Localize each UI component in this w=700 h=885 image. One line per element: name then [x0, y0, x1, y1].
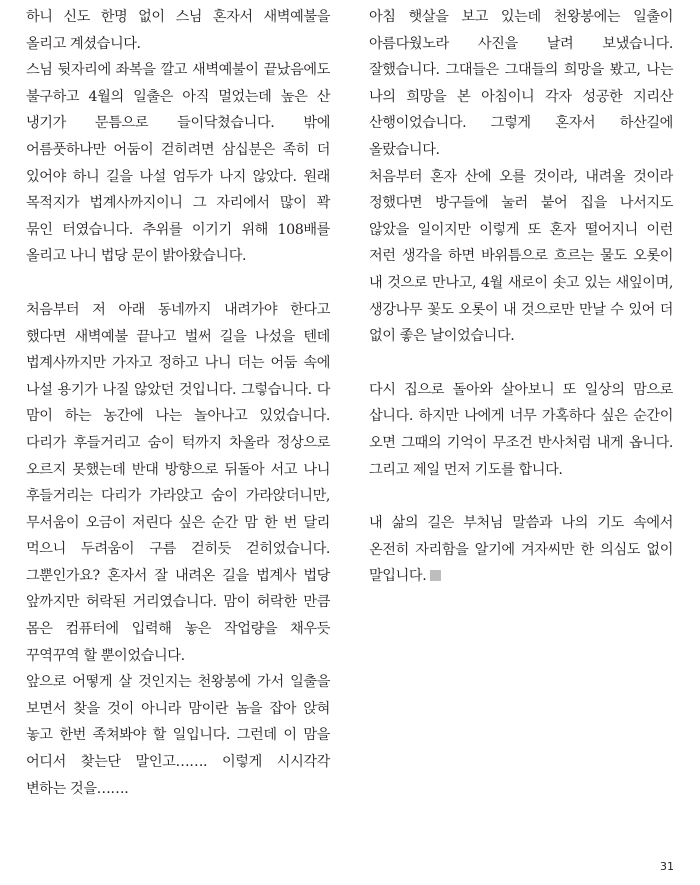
paragraph-find-mind: 앞으로 어떻게 살 것인지는 천왕봉에 가서 일출을 보면서 찾을 것이 아니라 맘이란 놈을 잡아 앉혀 놓고 한번 족쳐봐야 할 일입니다. 그런데 이 맘을 어디서 찾는단 말인고……. 이렇게 시시각각 변하는 것을…….	[26, 674, 330, 797]
paragraph-gap	[369, 350, 673, 377]
paragraph-alone-descent: 처음부터 혼자 산에 오를 것이라, 내려올 것이라 정했다면 방구들에 눌러 붙어 집을 나서지도 않았을 일이지만 이렇게 또 혼자 떨어지니 이런 저런 생각을 하면 바위틈으로 흐르는 물도 오롯이 내 것으로 만나고, 4월 새로이 솟고 있는 새잎이며, 생강나무 꽃도 오롯이 내 것으로만 만날 수 있어 더 없이 좋은 날이었습니다.	[369, 168, 673, 345]
paragraph-closing	[369, 510, 673, 590]
paragraph-mind-tricks: 처음부터 저 아래 동네까지 내려가야 한다고 했다면 새벽예불 끝나고 벌써 길을 나섰을 텐데 법계사까지만 가자고 정하고 나니 더는 어둠 속에 나설 용기가 나질 않았던 것입니다. 그렇습니다. 다 맘이 하는 농간에 나는 놀아나고 있었습니다. 다리가 후들거리고 숨이 턱까지 차올라 정상으로 오르지 못했는데 반대 방향으로 뒤돌아 서고 나니 후들거리는 다리가 가라앉고 숨이 가라앉더니만, 무서움이 오금이 저린다 싶은 순간 맘 한 번 달리 먹으니 두려움이 구름 걷히듯 걷히었습니다. 그뿐인가요? 혼자서 잘 내려온 길을 법계사 법당 앞까지만 허락된 거리였습니다. 맘이 허락한 만큼 몸은 컴퓨터에 입력해 놓은 작업량을 채우듯 꾸역꾸역 할 뿐이었습니다.	[26, 301, 330, 664]
page-number: 31	[660, 860, 674, 873]
right-text-column	[369, 4, 673, 590]
paragraph-gap	[369, 483, 673, 510]
paragraph-dawn-service: 하니 신도 한명 없이 스님 혼자서 새벽예불을 올리고 계셨습니다.	[26, 9, 330, 52]
end-of-article-square-icon	[430, 570, 441, 581]
paragraph-gap	[26, 270, 330, 297]
left-text-column	[26, 4, 330, 802]
paragraph-daily-life: 다시 집으로 돌아와 살아보니 또 일상의 맘으로 삽니다. 하지만 나에게 너무 가혹하다 싶은 순간이 오면 그때의 기억이 무조건 반사처럼 내게 옵니다. 그리고 제일 먼저 기도를 합니다.	[369, 381, 673, 478]
closing-text: 내 삶의 길은 부처님 말씀과 나의 기도 속에서 온전히 자리함을 알기에 겨자씨만 한 의심도 없이 말입니다.	[369, 515, 673, 585]
paragraph-cold-mountain: 스님 뒷자리에 좌복을 깔고 새벽예불이 끝났음에도 불구하고 4월의 일출은 아직 멀었는데 높은 산 냉기가 문틈으로 들이닥쳤습니다. 밖에 어름풋하나만 어둠이 걷히려면 삼십분은 족히 더 있어야 하니 길을 나설 엄두가 나지 않았다. 원래 목적지가 법계사까지이니 그 자리에서 많이 꽉 묶인 터였습니다. 추위를 이기기 위해 108배를 올리고 나니 법당 문이 밝아왔습니다.	[26, 62, 330, 265]
paragraph-sunrise-photo: 아침 햇살을 보고 있는데 천왕봉에는 일출이 아름다웠노라 사진을 날려 보냈습니다. 잘했습니다. 그대들은 그대들의 희망을 봤고, 나는 나의 희망을 본 아침이니 각자 성공한 지리산 산행이었습니다. 그렇게 혼자서 하산길에 올랐습니다.	[369, 9, 673, 158]
